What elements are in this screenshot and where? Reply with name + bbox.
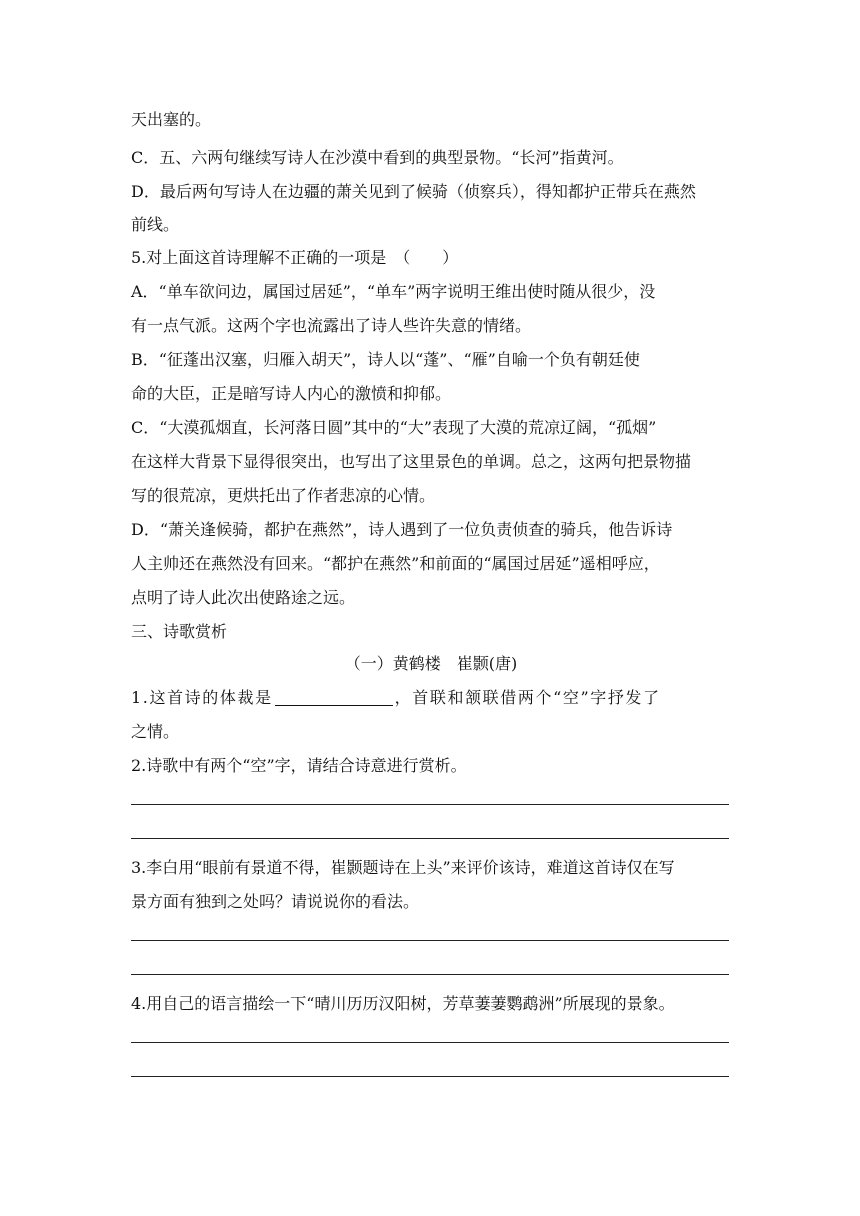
question-5: 5.对上面这首诗理解不正确的一项是 （ ）: [131, 248, 459, 267]
answer-line[interactable]: [131, 1042, 729, 1043]
option-d: D．“萧关逢候骑，都护在燕然”，诗人遇到了一位负责侦查的骑兵，他告诉诗: [131, 520, 673, 539]
answer-line[interactable]: [131, 974, 729, 975]
text-line: 点明了诗人此次出使路途之远。: [131, 588, 356, 607]
option-a: A．“单车欲问边，属国过居延”，“单车”两字说明王维出使时随从很少，没: [131, 282, 656, 301]
text-line: 写的很荒凉，更烘托出了作者悲凉的心情。: [131, 486, 436, 505]
option-d-prev: D．最后两句写诗人在边疆的萧关见到了候骑（侦察兵），得知都护正带兵在燕然: [131, 182, 696, 201]
option-b: B．“征蓬出汉塞，归雁入胡天”，诗人以“蓬”、“雁”自喻一个负有朝廷使: [131, 350, 640, 369]
poem-heading: （一）黄鹤楼 崔颢(唐): [344, 654, 518, 673]
question-1-continued: 之情。: [131, 722, 180, 741]
question-3: 3.李白用“眼前有景道不得，崔颢题诗在上头”来评价该诗，难道这首诗仅在写: [131, 858, 675, 877]
question-1-suffix: ，首联和颔联借两个“空”字抒发了: [394, 688, 661, 707]
text-line: 有一点气派。这两个字也流露出了诗人些许失意的情绪。: [131, 316, 532, 335]
text-line: 前线。: [131, 215, 180, 234]
option-c-prev: C．五、六两句继续写诗人在沙漠中看到的典型景物。“长河”指黄河。: [131, 148, 624, 167]
section-heading: 三、诗歌赏析: [131, 622, 228, 641]
answer-line[interactable]: [131, 804, 729, 805]
text-line: 天出塞的。: [131, 110, 212, 129]
answer-line[interactable]: [131, 940, 729, 941]
question-2: 2.诗歌中有两个“空”字，请结合诗意进行赏析。: [131, 756, 467, 775]
answer-line[interactable]: [131, 1076, 729, 1077]
text-line: 命的大臣，正是暗写诗人内心的激愤和抑郁。: [131, 384, 452, 403]
question-3-continued: 景方面有独到之处吗？请说说你的看法。: [131, 892, 420, 911]
question-1-prefix: 1.这首诗的体裁是: [131, 688, 273, 707]
option-c: C．“大漠孤烟直，长河落日圆”其中的“大”表现了大漠的荒凉辽阔，“孤烟”: [131, 418, 657, 437]
answer-blank[interactable]: [275, 689, 393, 706]
text-line: 在这样大背景下显得很突出，也写出了这里景色的单调。总之，这两句把景物描: [131, 452, 692, 471]
text-line: 人主帅还在燕然没有回来。“都护在燕然”和前面的“属国过居延”遥相呼应，: [131, 554, 660, 573]
answer-line[interactable]: [131, 838, 729, 839]
question-4: 4.用自己的语言描绘一下“晴川历历汉阳树，芳草萋萋鹦鹉洲”所展现的景象。: [131, 994, 675, 1013]
question-1: [131, 688, 731, 708]
